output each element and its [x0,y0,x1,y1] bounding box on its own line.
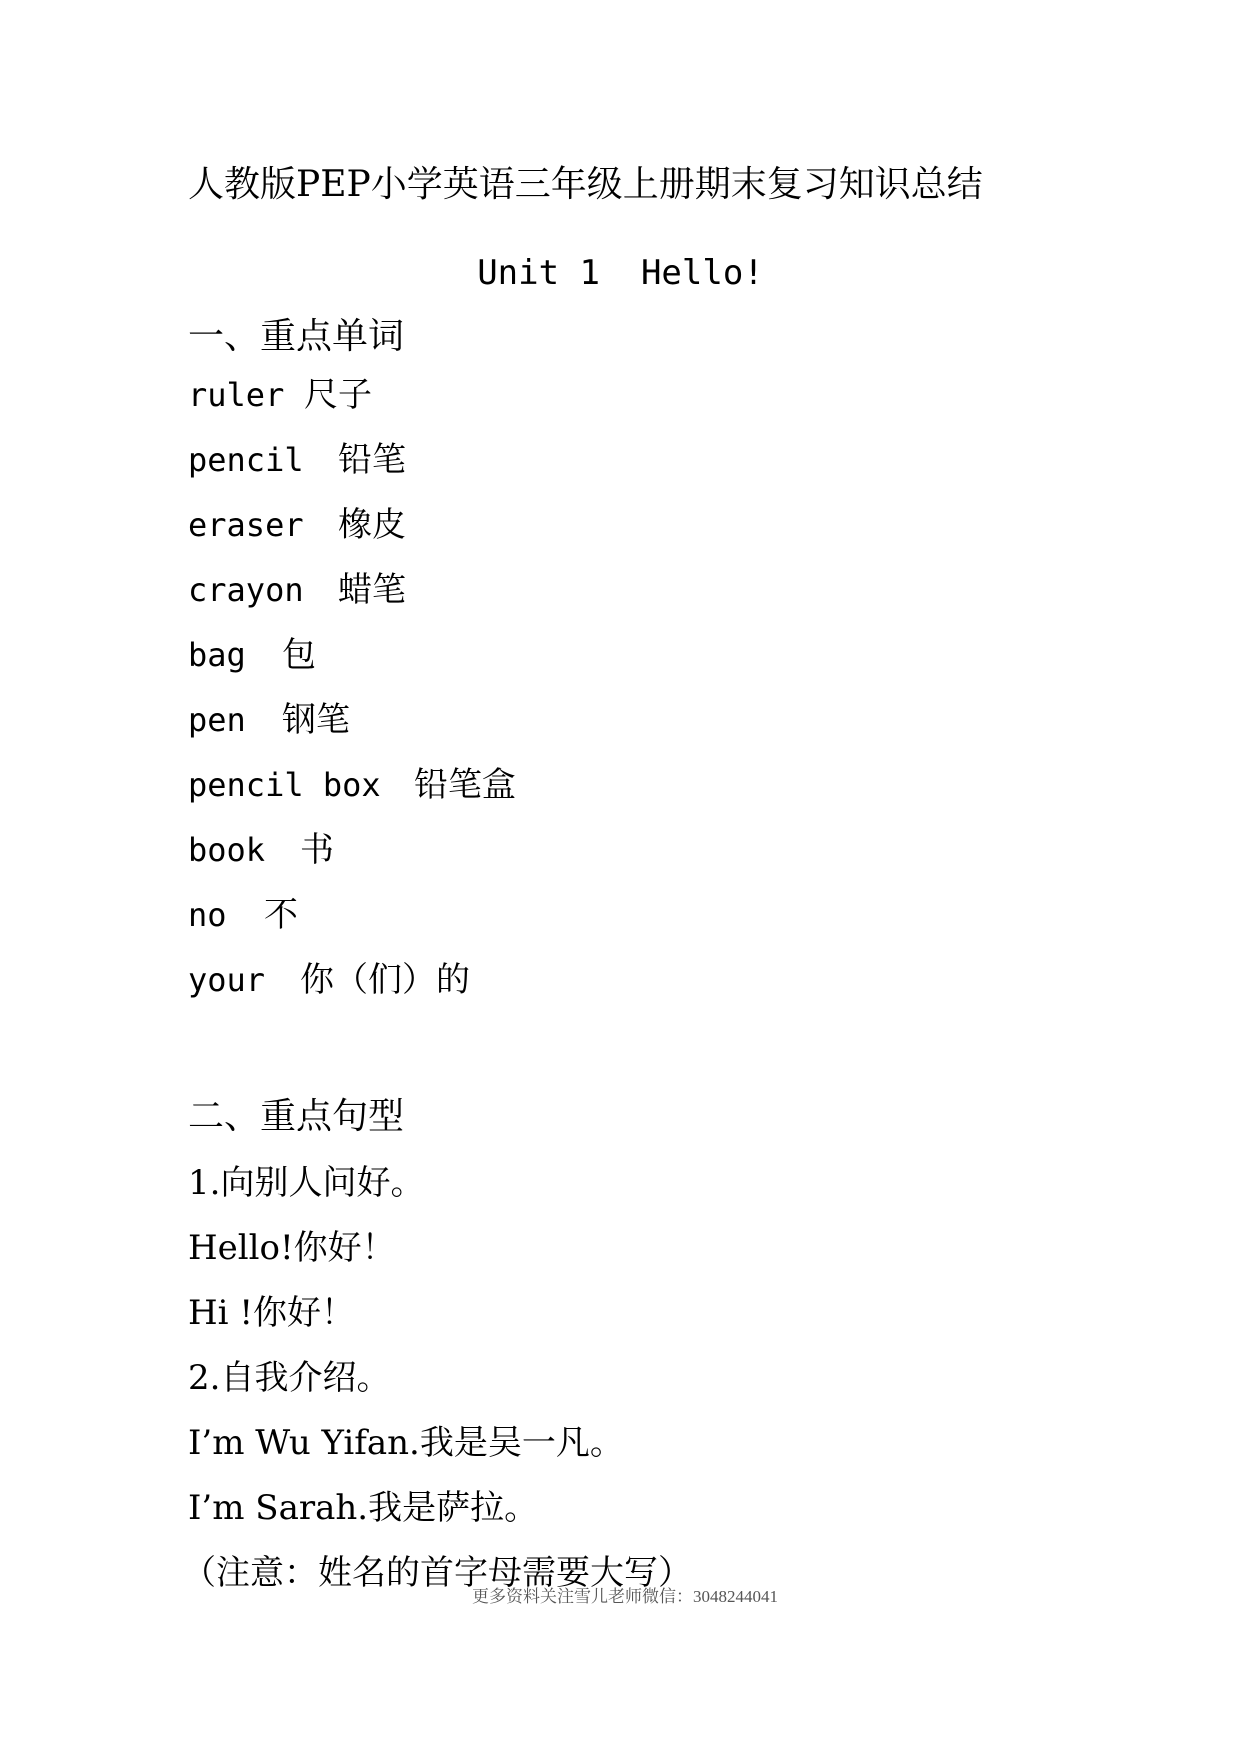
sentence-line: 2.自我介绍。 [188,1358,391,1398]
word-chinese: 尺子 [304,375,372,415]
word-english: pencil [188,441,304,479]
word-entry [188,695,350,745]
section-heading-key-sentences: 二、重点句型 [188,1096,405,1137]
word-english: ruler [188,376,285,414]
word-chinese: 包 [282,635,316,675]
sentence-line: I’m Wu Yifan.我是吴一凡。 [188,1423,624,1463]
word-english: bag [188,636,246,674]
word-english: your [188,961,266,999]
word-entry [188,760,516,810]
sentence-line: 1.向别人问好。 [188,1163,425,1203]
word-english: pen [188,701,246,739]
word-chinese: 钢笔 [282,700,350,740]
word-english: book [188,831,266,869]
section-heading-key-words: 一、重点单词 [188,316,405,357]
word-english: crayon [188,571,304,609]
word-english: eraser [188,506,304,544]
word-entry [188,370,372,420]
sentence-line: I’m Sarah.我是萨拉。 [188,1488,539,1528]
unit-title: Unit 1 Hello! [477,253,764,293]
watermark: 更多资料关注雪儿老师微信：3048244041 [472,1587,778,1606]
word-entry [188,435,406,485]
word-chinese: 书 [300,830,334,870]
word-chinese: 蜡笔 [338,570,406,610]
word-entry [188,630,316,680]
word-entry [188,565,406,615]
sentence-line: Hello!你好！ [188,1228,396,1268]
word-chinese: 铅笔盒 [414,765,516,805]
note-line: （注意：姓名的首字母需要大写） [182,1553,692,1593]
word-chinese: 铅笔 [338,440,406,480]
word-chinese: 你（们）的 [300,960,470,1000]
sentence-line: Hi !你好！ [188,1293,355,1333]
word-entry [188,890,298,940]
word-entry [188,825,334,875]
word-entry [188,500,406,550]
word-english: pencil box [188,766,381,804]
document-title: 人教版PEP小学英语三年级上册期末复习知识总结 [188,164,983,205]
word-entry [188,955,470,1005]
word-english: no [188,896,227,934]
word-chinese: 橡皮 [338,505,406,545]
word-chinese: 不 [264,895,298,935]
